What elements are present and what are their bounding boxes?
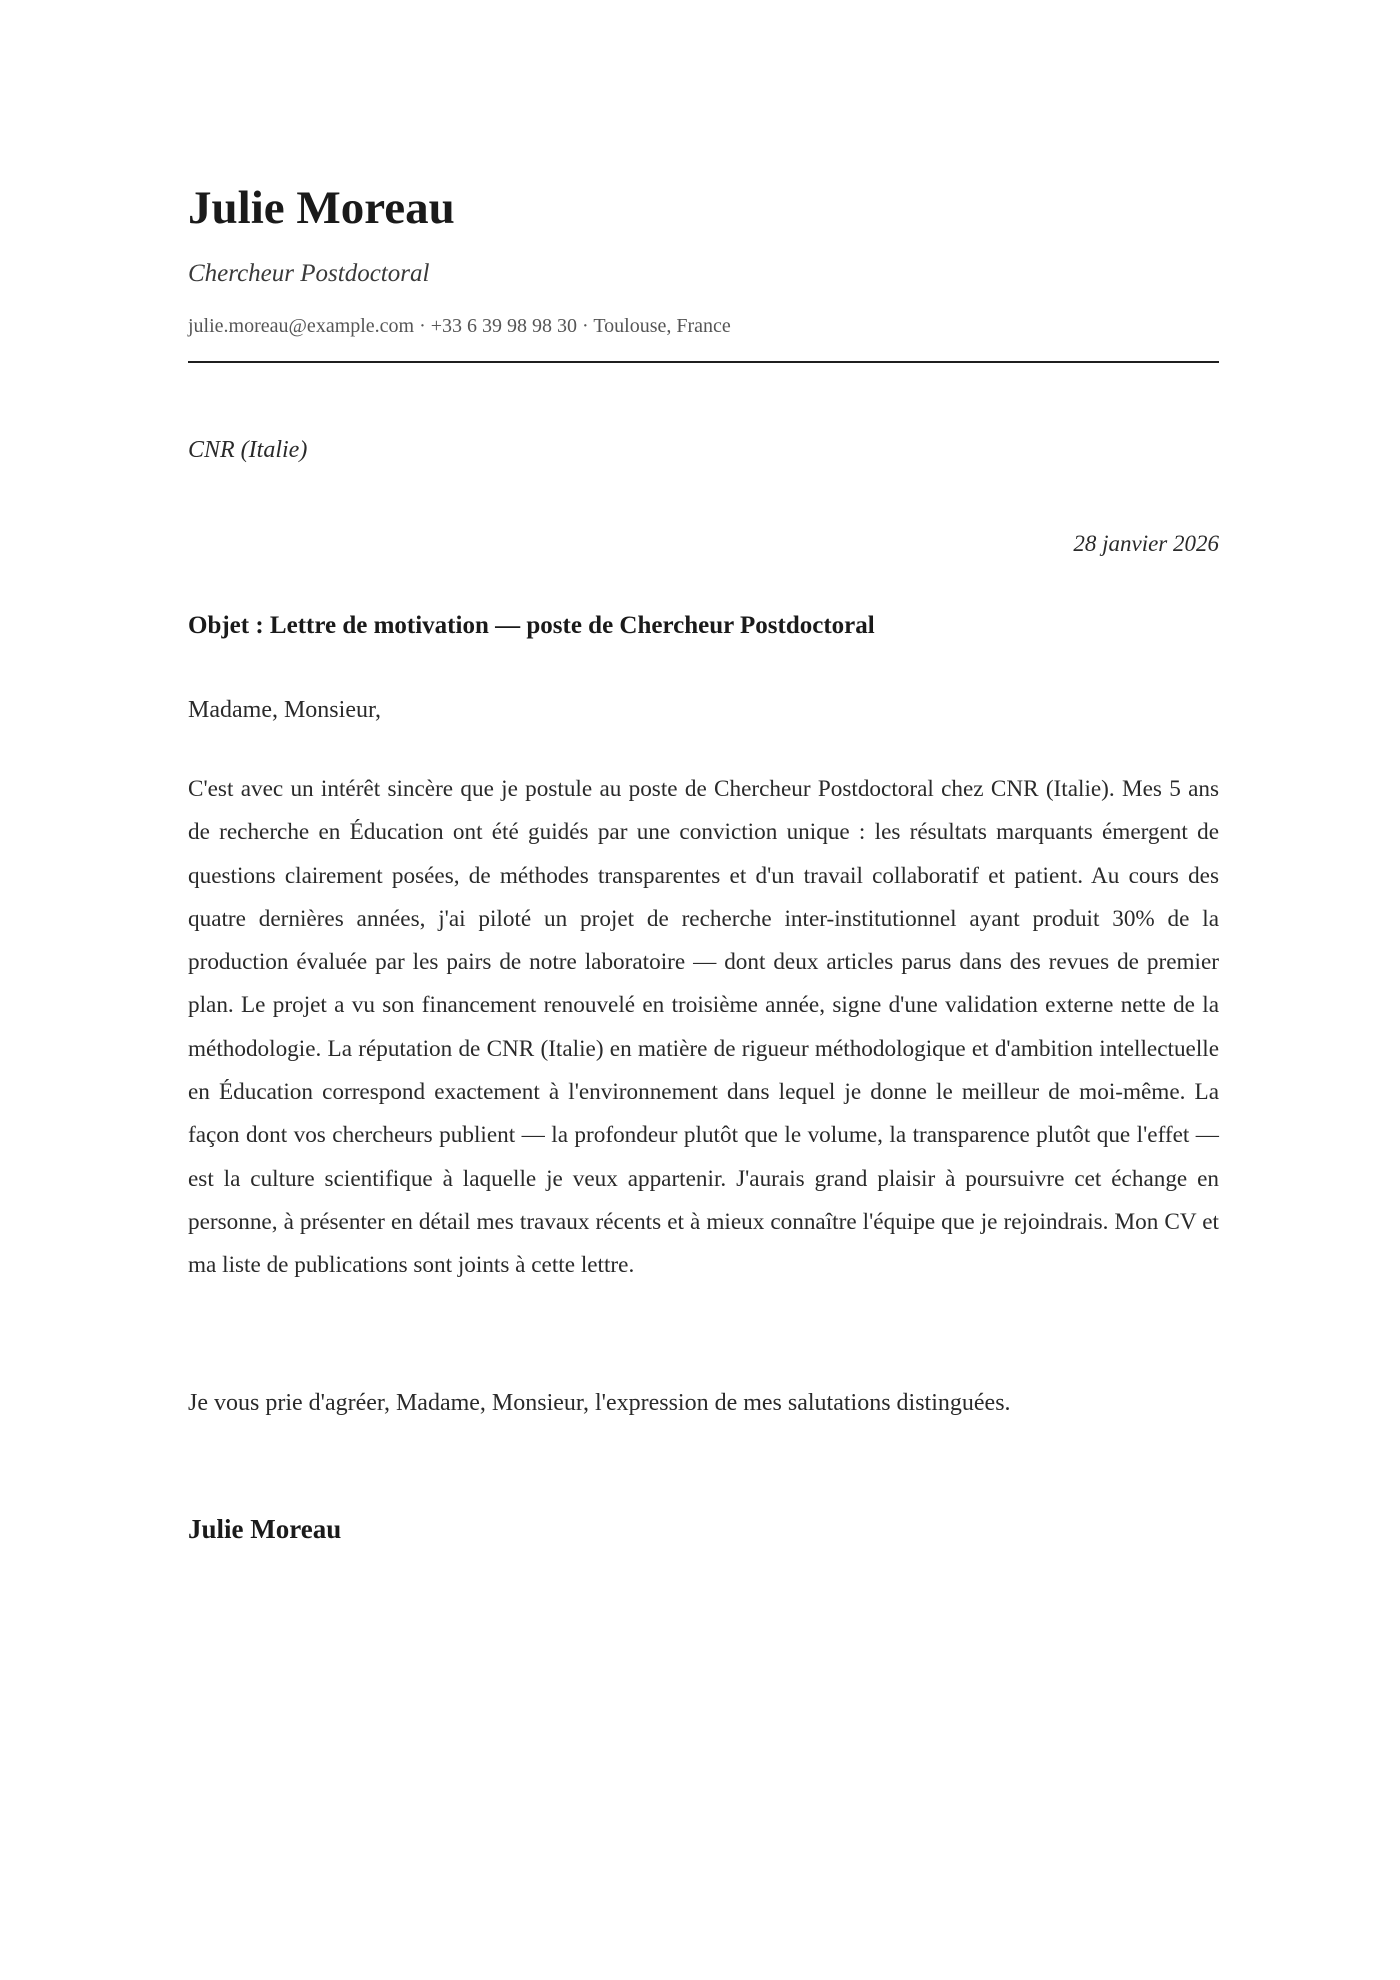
sender-name: Julie Moreau	[188, 182, 455, 234]
letter-closing: Je vous prie d'agréer, Madame, Monsieur, l'expression de mes salutations distinguées.	[188, 1390, 1011, 1416]
letter-date: 28 janvier 2026	[1073, 531, 1219, 556]
sender-role: Chercheur Postdoctoral	[188, 260, 430, 287]
letter-subject: Objet : Lettre de motivation — poste de Chercheur Postdoctoral	[188, 612, 875, 639]
header-divider	[188, 361, 1219, 363]
letter-signature: Julie Moreau	[188, 1514, 342, 1544]
sender-contact-line: julie.moreau@example.com · +33 6 39 98 98 30 · Toulouse, France	[188, 315, 731, 337]
recipient-name: CNR (Italie)	[188, 437, 308, 463]
letter-body-paragraph: C'est avec un intérêt sincère que je postule au poste de Chercheur Postdoctoral chez CNR (Italie). Mes 5 ans de recherche en Éducation ont été guidés par une conviction unique : les résultats marquants émergent de questions clairement posées, de méthodes transparentes et d'un travail collaboratif et patient. Au cours des quatre dernières années, j'ai piloté un projet de recherche inter-institutionnel ayant produit 30% de la production évaluée par les pairs de notre laboratoire — dont deux articles parus dans des revues de premier plan. Le projet a vu son financement renouvelé en troisième année, signe d'une validation externe nette de la méthodologie. La réputation de CNR (Italie) en matière de rigueur méthodologique et d'ambition intellectuelle en Éducation correspond exactement à l'environnement dans lequel je donne le meilleur de moi-même. La façon dont vos chercheurs publient — la profondeur plutôt que le volume, la transparence plutôt que l'effet — est la culture scientifique à laquelle je veux appartenir. J'aurais grand plaisir à poursuivre cet échange en personne, à présenter en détail mes travaux récents et à mieux connaître l'équipe que je rejoindrais. Mon CV et ma liste de publications sont joints à cette lettre.	[188, 776, 1219, 1279]
letter-salutation: Madame, Monsieur,	[188, 697, 381, 723]
